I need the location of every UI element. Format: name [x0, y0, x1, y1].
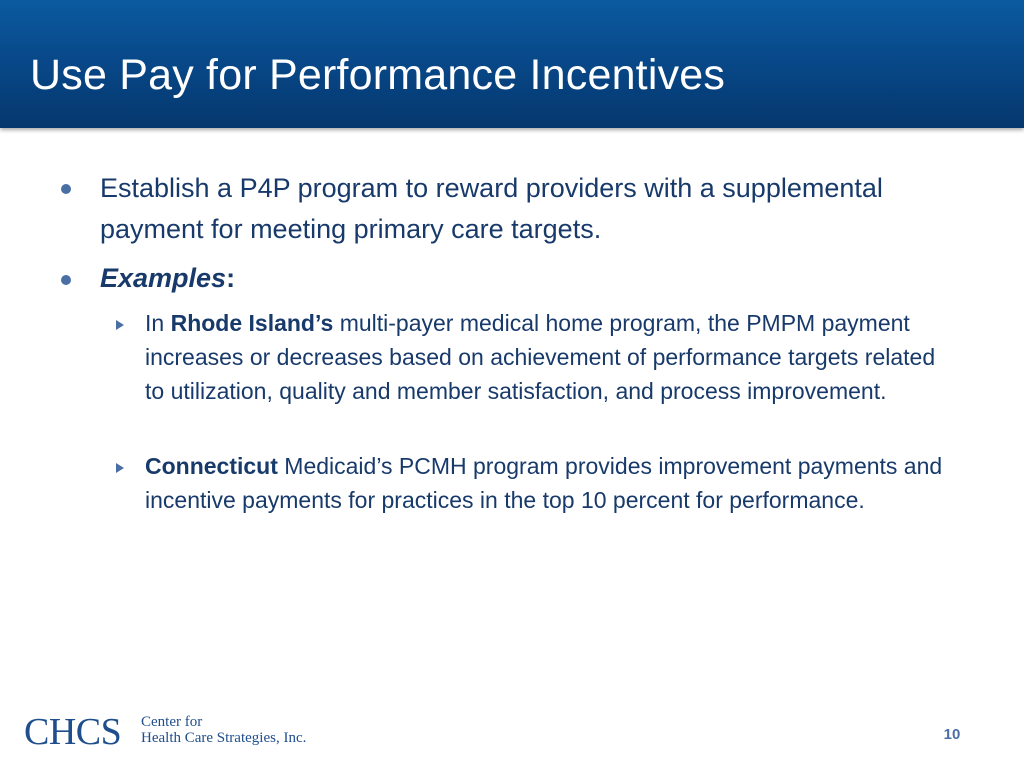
example-state-name: Connecticut	[145, 453, 278, 479]
examples-label: Examples	[100, 263, 227, 293]
example-description: multi-payer medical home program, the PMPM payment increases or decreases based on achievement of performance targets related to utilization, quality and member satisfaction, and process improvement.	[145, 310, 936, 404]
logo-tagline	[141, 714, 341, 746]
example-description: Medicaid’s PCMH program provides improvement payments and incentive payments for practices in the top 10 percent for performance.	[145, 453, 943, 513]
bullet-dot	[61, 184, 71, 194]
example-state-name: Rhode Island’s	[170, 310, 334, 336]
logo-wordmark: CHCS	[24, 711, 122, 753]
arrow-bullet-icon	[116, 463, 124, 473]
arrow-bullet-icon	[116, 320, 124, 330]
slide-title: Use Pay for Performance Incentives	[30, 51, 726, 99]
examples-colon: :	[226, 263, 236, 293]
bullet-establish-p4p: Establish a P4P program to reward providers with a supplemental payment for meeting primary care targets.	[100, 173, 883, 244]
logo-tagline-line1: Center for	[141, 714, 203, 730]
example-prefix: In	[145, 310, 171, 336]
logo-tagline-line2: Health Care Strategies, Inc.	[141, 730, 307, 746]
example-connecticut	[145, 449, 955, 517]
page-number: 10	[943, 726, 961, 743]
bullet-examples	[100, 258, 960, 299]
example-rhode-island	[145, 306, 955, 408]
bullet-dot	[61, 275, 71, 285]
